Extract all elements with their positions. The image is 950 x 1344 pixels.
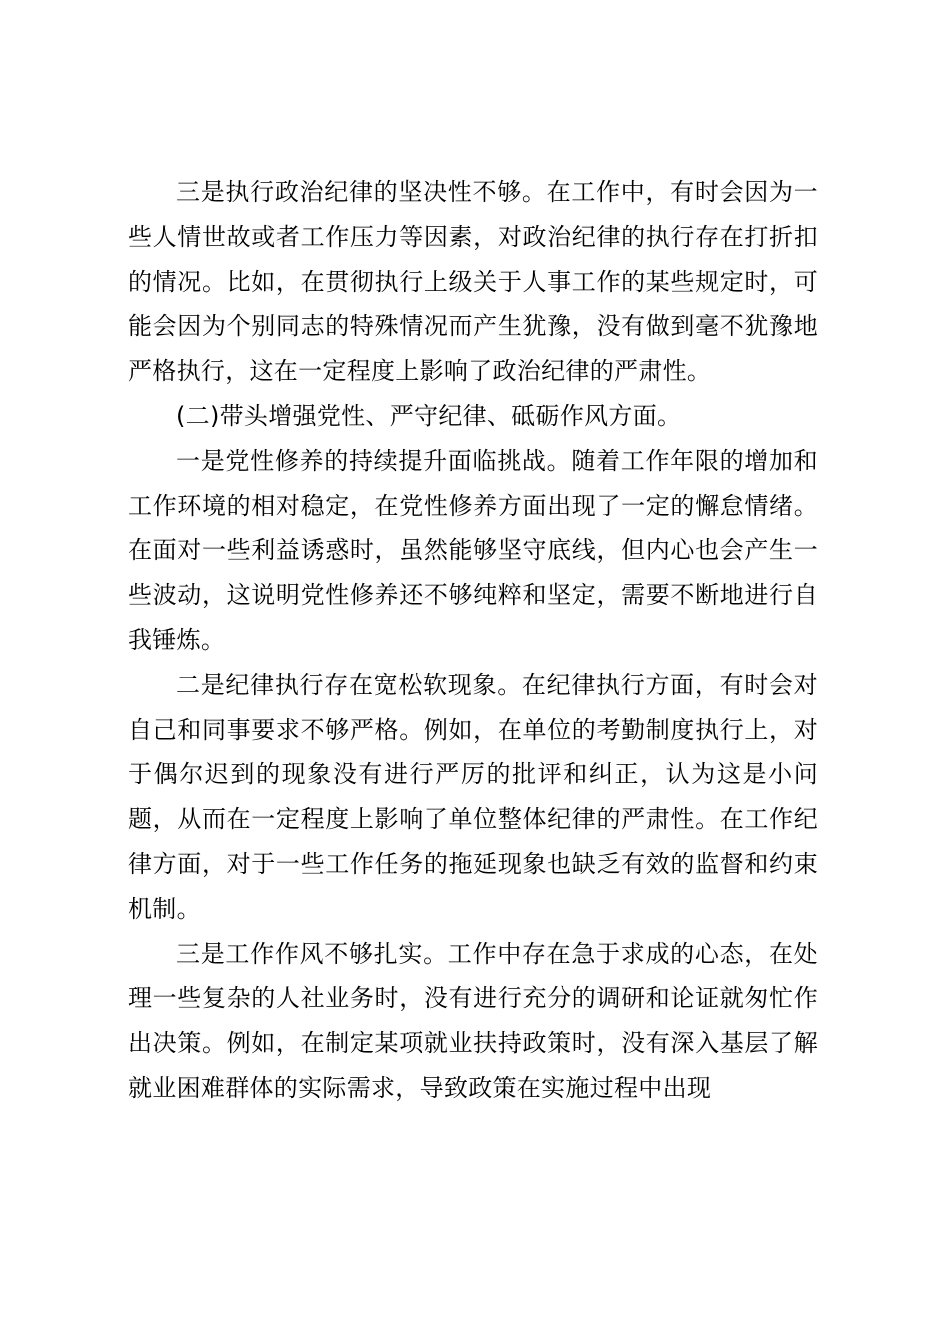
paragraph-discipline-enforcement: 二是纪律执行存在宽松软现象。在纪律执行方面，有时会对自己和同事要求不够严格。例如，在单位的考勤制度执行上，对于偶尔迟到的现象没有进行严厉的批评和纠正，认为这是小问题，从而在一定程度上影响了单位整体纪律的严肃性。在工作纪律方面，对于一些工作任务的拖延现象也缺乏有效的监督和约束机制。 [128,670,818,923]
paragraph-work-style: 三是工作作风不够扎实。工作中存在急于求成的心态，在处理一些复杂的人社业务时，没有进行充分的调研和论证就匆忙作出决策。例如，在制定某项就业扶持政策时，没有深入基层了解就业困难群体的实际需求，导致政策在实施过程中出现 [128,939,818,1102]
paragraph-party-spirit: 一是党性修养的持续提升面临挑战。随着工作年限的增加和工作环境的相对稳定，在党性修养方面出现了一定的懈怠情绪。在面对一些利益诱惑时，虽然能够坚守底线，但内心也会产生一些波动，这说明党性修养还不够纯粹和坚定，需要不断地进行自我锤炼。 [128,446,818,654]
paragraph-political-discipline: 三是执行政治纪律的坚决性不够。在工作中，有时会因为一些人情世故或者工作压力等因素，对政治纪律的执行存在打折扣的情况。比如，在贯彻执行上级关于人事工作的某些规定时，可能会因为个别同志的特殊情况而产生犹豫，没有做到毫不犹豫地严格执行，这在一定程度上影响了政治纪律的严肃性。 [128,178,818,386]
document-body [128,170,818,1111]
section-heading-2: (二)带头增强党性、严守纪律、砥砺作风方面。 [176,401,682,430]
